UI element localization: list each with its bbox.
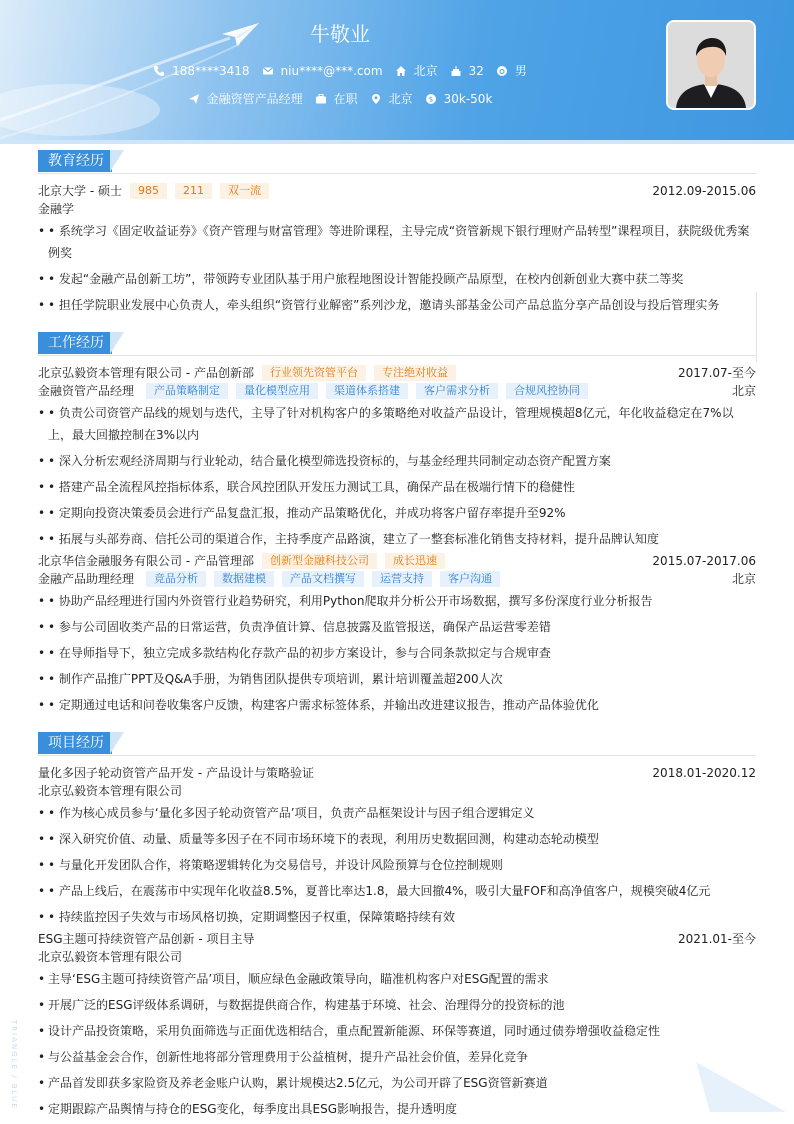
company-tag: 成长迅速 (385, 553, 445, 569)
company-tag: 专注绝对收益 (374, 365, 456, 381)
city-value: 北京 (413, 64, 438, 78)
list-item: • • 协助产品经理进行国内外资管行业趋势研究，利用Python爬取并分析公开市场数据，撰写多份深度行业分析报告 (38, 590, 756, 612)
section-title: 项目经历 (38, 732, 112, 754)
list-item: • 主导‘ESG主题可持续资管产品’项目，顺应绿色金融政策导向，瞄准机构客户对ESG配置的需求 (38, 968, 756, 990)
section-title: 教育经历 (38, 150, 112, 172)
company-department: 北京弘毅资本管理有限公司 - 产品创新部 (38, 366, 254, 380)
profile-photo (666, 20, 756, 110)
briefcase-icon (315, 93, 327, 105)
salary-range: 30k-50k (443, 91, 493, 106)
section-divider (38, 755, 756, 756)
email-address: niu****@***.com (280, 63, 383, 78)
skill-tag: 量化模型应用 (236, 383, 318, 399)
status-item (315, 90, 358, 107)
project-title: ESG主题可持续资管产品创新 - 项目主导 (38, 932, 255, 946)
position-title: 金融资管产品经理 (38, 384, 135, 398)
location-pin-icon (370, 93, 382, 105)
skill-tag: 渠道体系搭建 (326, 383, 408, 399)
target-city: 北京 (388, 92, 413, 106)
salary-item (425, 90, 493, 107)
list-item: • • 与量化开发团队合作，将策略逻辑转化为交易信号，并设计风险预算与仓位控制规则 (38, 854, 756, 876)
project-org: 北京弘毅资本管理有限公司 (38, 784, 183, 798)
email-item (262, 62, 383, 79)
section-projects-header (38, 732, 756, 756)
list-item: • • 负责公司资管产品线的规划与迭代，主导了针对机构客户的多策略绝对收益产品设计，管理规模超8亿元，年化收益稳定在7%以上，最大回撤控制在3%以内 (38, 402, 756, 446)
school-tag: 211 (175, 183, 212, 199)
list-item: • 产品首发即获多家险资及养老金账户认购，累计规模达2.5亿元，为公司开辟了ESG资管新赛道 (38, 1072, 756, 1094)
project-bullets (38, 802, 756, 928)
company-department: 北京华信金融服务有限公司 - 产品管理部 (38, 554, 254, 568)
project-title-line (38, 764, 756, 782)
title-tail-decoration (110, 732, 124, 754)
section-education-header (38, 150, 756, 174)
cake-icon (450, 65, 462, 77)
list-item: • 定期跟踪产品舆情与持仓的ESG变化，每季度出具ESG影响报告，提升透明度 (38, 1098, 756, 1120)
target-city-item (370, 90, 413, 107)
resume-header (0, 0, 794, 140)
skill-tag: 运营支持 (372, 571, 432, 587)
age-item (450, 62, 484, 79)
money-icon (425, 93, 437, 105)
position-line (38, 382, 756, 400)
list-item: • • 制作产品推广PPT及Q&A手册，为销售团队提供专项培训，累计培训覆盖超200人次 (38, 668, 756, 690)
section-divider (38, 173, 756, 174)
side-divider (756, 292, 757, 362)
project-period: 2018.01-2020.12 (652, 766, 756, 780)
education-entry (38, 182, 756, 320)
list-item: • • 作为核心成员参与‘量化多因子轮动资管产品’项目，负责产品框架设计与因子组合逻辑定义 (38, 802, 756, 824)
skill-tag: 数据建模 (214, 571, 274, 587)
list-item: • • 深入分析宏观经济周期与行业轮动，结合量化模型筛选投资标的，与基金经理共同制定动态资产配置方案 (38, 450, 756, 472)
project-org: 北京弘毅资本管理有限公司 (38, 950, 183, 964)
title-tail-decoration (110, 332, 124, 354)
title-tail-decoration (110, 150, 124, 172)
job-city: 北京 (731, 384, 756, 398)
project-bullets (38, 968, 756, 1120)
section-divider (38, 355, 756, 356)
header-strip (0, 140, 794, 144)
age-value: 32 (468, 63, 484, 78)
list-item: • • 定期通过电话和问卷收集客户反馈，构建客户需求标签体系，并输出改进建议报告，推动产品体验优化 (38, 694, 756, 716)
company-tag: 创新型金融科技公司 (262, 553, 377, 569)
company-line (38, 552, 756, 570)
job-city: 北京 (731, 572, 756, 586)
work-entry-1 (38, 364, 756, 554)
target-job-item (188, 90, 303, 107)
position-line (38, 570, 756, 588)
school-degree: 北京大学 - 硕士 (38, 184, 122, 198)
project-period: 2021.01-至今 (678, 932, 756, 946)
phone-icon (153, 65, 165, 77)
gender-value: 男 (514, 64, 527, 78)
list-item: • • 在导师指导下，独立完成多款结构化存款产品的初步方案设计，参与合同条款拟定与合规审查 (38, 642, 756, 664)
phone-number: 188****3418 (172, 63, 250, 78)
project-entry-1 (38, 764, 756, 932)
list-item: • • 拓展与头部券商、信托公司的渠道合作，主持季度产品路演，建立了一整套标准化销售支持材料，提升品牌认知度 (38, 528, 756, 550)
skill-tag: 产品策略制定 (146, 383, 228, 399)
triangle-decoration (696, 1062, 786, 1112)
job-period: 2017.07-至今 (678, 366, 756, 380)
mail-icon (262, 65, 274, 77)
list-item: • • 参与公司固收类产品的日常运营，负责净值计算、信息披露及监管报送，确保产品运营零差错 (38, 616, 756, 638)
svg-text:$: $ (428, 95, 433, 104)
company-tag: 行业领先资管平台 (262, 365, 366, 381)
work-entry-2 (38, 552, 756, 720)
job-intent-row (0, 90, 680, 107)
gender-icon (496, 65, 508, 77)
city-item (395, 62, 438, 79)
list-item: • • 担任学院职业发展中心负责人，牵头组织“资管行业解密”系列沙龙，邀请头部基金公司产品总监分享产品创设与投后管理实务 (38, 294, 756, 316)
project-title: 量化多因子轮动资管产品开发 - 产品设计与策略验证 (38, 766, 314, 780)
project-org-line (38, 782, 756, 800)
side-watermark-text: TRIANGLE / BLUE (10, 1020, 18, 1110)
job-period: 2015.07-2017.06 (652, 554, 756, 568)
project-title-line (38, 930, 756, 948)
project-entry-2 (38, 930, 756, 1124)
major: 金融学 (38, 202, 75, 216)
gender-item (496, 62, 527, 79)
list-item: • 与公益基金会合作，创新性地将部分管理费用于公益植树，提升产品社会价值，差异化竞争 (38, 1046, 756, 1068)
position-title: 金融产品助理经理 (38, 572, 135, 586)
job-status: 在职 (333, 92, 358, 106)
contact-row (0, 62, 680, 79)
send-icon (188, 93, 200, 105)
list-item: • • 系统学习《固定收益证券》《资产管理与财富管理》等进阶课程，主导完成“资管新规下银行理财产品转型”课程项目，获院级优秀案例奖 (38, 220, 756, 264)
list-item: • 开展广泛的ESG评级体系调研，与数据提供商合作，构建基于环境、社会、治理得分的投资标的池 (38, 994, 756, 1016)
phone-item (153, 62, 249, 79)
major-line (38, 200, 756, 218)
education-period: 2012.09-2015.06 (652, 184, 756, 198)
candidate-name: 牛敬业 (310, 22, 370, 46)
project-org-line (38, 948, 756, 966)
home-icon (395, 65, 407, 77)
skill-tag: 合规风控协同 (506, 383, 588, 399)
avatar (668, 22, 754, 108)
list-item: • • 定期向投资决策委员会进行产品复盘汇报，推动产品策略优化，并成功将客户留存率提升至92% (38, 502, 756, 524)
section-work-header (38, 332, 756, 356)
education-bullets (38, 220, 756, 316)
list-item: • • 搭建产品全流程风控指标体系，联合风控团队开发压力测试工具，确保产品在极端行情下的稳健性 (38, 476, 756, 498)
section-title: 工作经历 (38, 332, 112, 354)
list-item: • • 深入研究价值、动量、质量等多因子在不同市场环境下的表现，利用历史数据回测，构建动态轮动模型 (38, 828, 756, 850)
list-item: • 设计产品投资策略，采用负面筛选与正面优选相结合，重点配置新能源、环保等赛道，同时通过债券增强收益稳定性 (38, 1020, 756, 1042)
school-tag: 双一流 (220, 183, 269, 199)
list-item: • • 产品上线后，在震荡市中实现年化收益8.5%，夏普比率达1.8，最大回撤4%，吸引大量FOF和高净值客户，规模突破4亿元 (38, 880, 756, 902)
skill-tag: 客户需求分析 (416, 383, 498, 399)
job-bullets (38, 402, 756, 550)
list-item: • • 发起“金融产品创新工坊”，带领跨专业团队基于用户旅程地图设计智能投顾产品原型，在校内创新创业大赛中获二等奖 (38, 268, 756, 290)
skill-tag: 竞品分析 (146, 571, 206, 587)
skill-tag: 客户沟通 (440, 571, 500, 587)
school-tag: 985 (130, 183, 167, 199)
skill-tag: 产品文档撰写 (282, 571, 364, 587)
education-heading-line (38, 182, 756, 200)
target-job: 金融资管产品经理 (206, 92, 303, 106)
job-bullets (38, 590, 756, 716)
company-line (38, 364, 756, 382)
list-item: • • 持续监控因子失效与市场风格切换，定期调整因子权重，保障策略持续有效 (38, 906, 756, 928)
